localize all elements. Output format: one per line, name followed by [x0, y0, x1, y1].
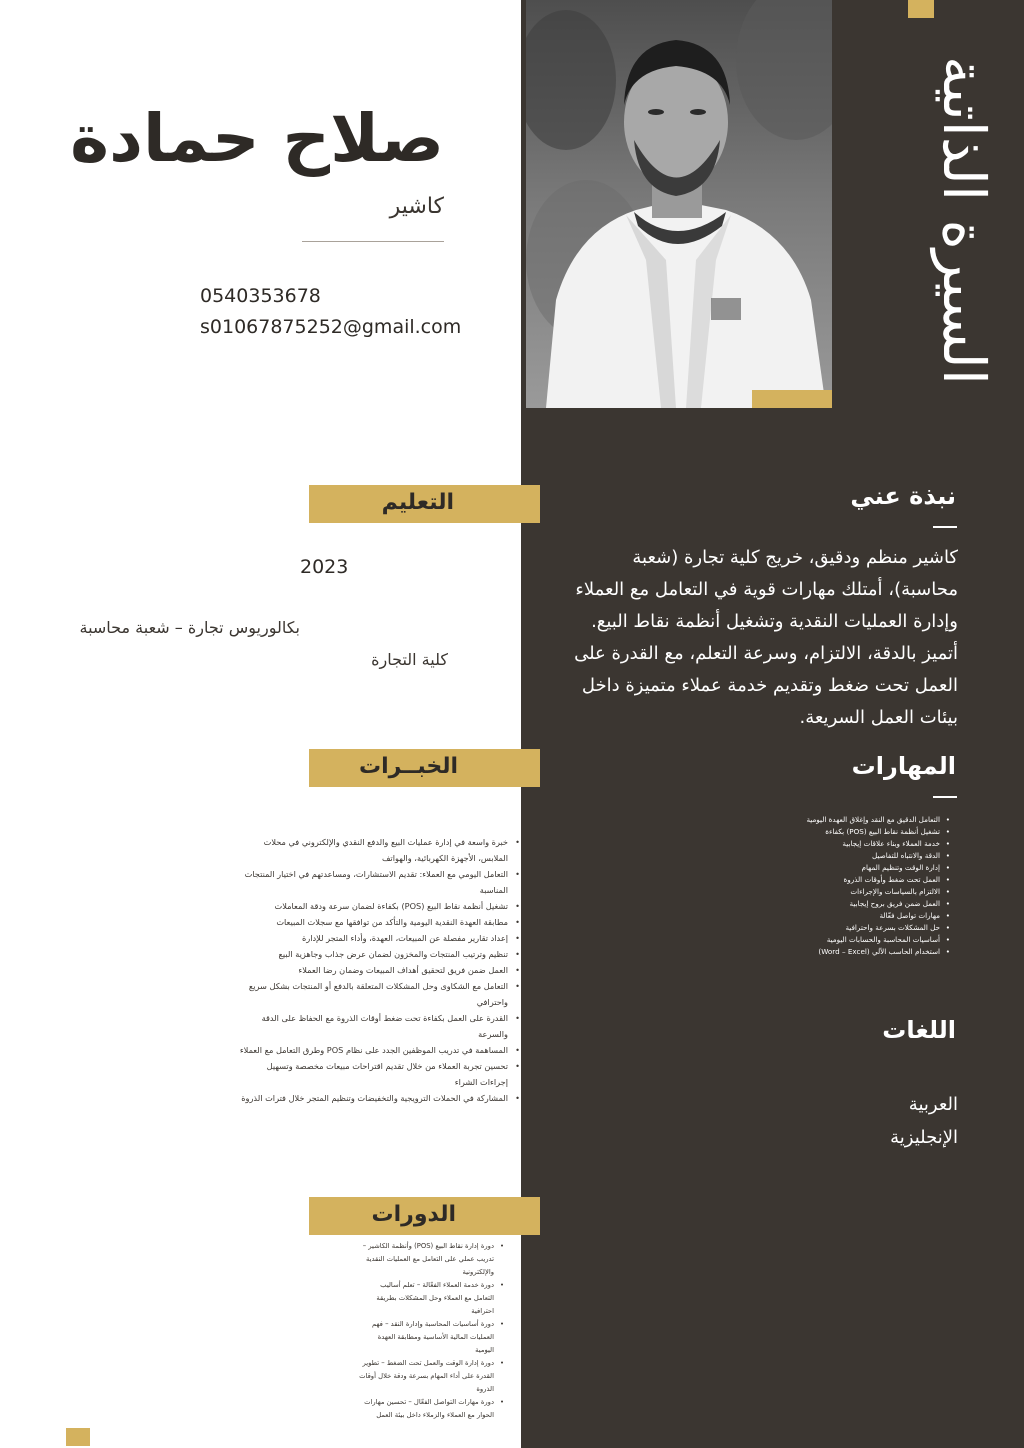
experience-heading: الخبــرات [309, 749, 540, 787]
education-degree: بكالوريوس تجارة – شعبة محاسبة [79, 618, 300, 637]
languages-heading: اللغات [882, 1016, 956, 1044]
experience-item: • التعامل مع الشكاوى وحل المشكلات المتعلقة بالدفع أو المنتجات بشكل سريع واحترافي [238, 978, 522, 1010]
courses-list [358, 1240, 506, 1422]
about-text: كاشير منظم ودقيق، خريج كلية تجارة (شعبة محاسبة)، أمتلك مهارات قوية في التعامل مع العملاء وإدارة العمليات النقدية وتشغيل أنظمة نقاط البيع. أتميز بالدقة، الالتزام، وسرعة التعلم، مع القدرة على العمل تحت ضغط وتقديم خدمة عملاء متميزة داخل بيئات العمل السريعة. [574, 547, 958, 728]
skill-item: • أساسيات المحاسبة والحسابات اليومية [732, 934, 952, 946]
cv-vertical-title: السيرة الذاتية [930, 55, 998, 385]
experience-item: • إعداد تقارير مفصلة عن المبيعات، العهدة، وأداء المتجر للإدارة [238, 930, 522, 946]
job-title: كاشير [389, 194, 444, 219]
skill-item: • العمل تحت ضغط وأوقات الذروة [732, 874, 952, 886]
language-item: العربية [908, 1094, 958, 1115]
education-school: كلية التجارة [371, 650, 448, 669]
experience-item: • خبرة واسعة في إدارة عمليات البيع والدفع النقدي والإلكتروني في محلات الملابس، الأجهزة الكهربائية، والهواتف [238, 834, 522, 866]
experience-item: • تنظيم وترتيب المنتجات والمخزون لضمان عرض جذاب وجاهزية البيع [238, 946, 522, 962]
header-divider [302, 241, 444, 242]
course-item: • دورة خدمة العملاء الفعّالة – تعلم أساليب التعامل مع العملاء وحل المشكلات بطريقة احترافية [358, 1279, 506, 1318]
course-item: • دورة مهارات التواصل الفعّال – تحسين مهارات الحوار مع العملاء والزملاء داخل بيئة العمل [358, 1396, 506, 1422]
skills-heading: المهارات [851, 752, 956, 780]
gold-accent-top [908, 0, 934, 18]
language-item: الإنجليزية [890, 1127, 958, 1148]
candidate-name: صلاح حمادة [70, 100, 444, 177]
profile-photo [526, 0, 832, 408]
experience-item: • العمل ضمن فريق لتحقيق أهداف المبيعات وضمان رضا العملاء [238, 962, 522, 978]
experience-item: • مطابقة العهدة النقدية اليومية والتأكد من توافقها مع سجلات المبيعات [238, 914, 522, 930]
experience-item: • القدرة على العمل بكفاءة تحت ضغط أوقات الذروة مع الحفاظ على الدقة والسرعة [238, 1010, 522, 1042]
about-rule [933, 526, 957, 528]
photo-gold-accent [752, 390, 832, 408]
course-item: • دورة أساسيات المحاسبة وإدارة النقد – فهم العمليات المالية الأساسية ومطابقة العهدة اليومية [358, 1318, 506, 1357]
portrait-illustration [526, 0, 832, 408]
education-heading: التعليم [309, 485, 540, 523]
experience-item: • التعامل اليومي مع العملاء: تقديم الاستشارات، ومساعدتهم في اختيار المنتجات المناسبة [238, 866, 522, 898]
skill-item: • استخدام الحاسب الآلي (Word – Excel) [732, 946, 952, 958]
gold-accent-bottom [66, 1428, 90, 1446]
experience-list [238, 834, 522, 1106]
skill-item: • العمل ضمن فريق بروح إيجابية [732, 898, 952, 910]
experience-item: • المساهمة في تدريب الموظفين الجدد على نظام POS وطرق التعامل مع العملاء [238, 1042, 522, 1058]
email-address: s01067875252@gmail.com [200, 316, 462, 338]
skill-item: • إدارة الوقت وتنظيم المهام [732, 862, 952, 874]
skills-rule [933, 796, 957, 798]
skill-item: • التعامل الدقيق مع النقد وإغلاق العهدة اليومية [732, 814, 952, 826]
skill-item: • تشغيل أنظمة نقاط البيع (POS) بكفاءة [732, 826, 952, 838]
skill-item: • الالتزام بالسياسات والإجراءات [732, 886, 952, 898]
experience-item: • تشغيل أنظمة نقاط البيع (POS) بكفاءة لضمان سرعة ودقة المعاملات [238, 898, 522, 914]
skill-item: • خدمة العملاء وبناء علاقات إيجابية [732, 838, 952, 850]
skill-item: • حل المشكلات بسرعة واحترافية [732, 922, 952, 934]
skill-item: • الدقة والانتباه للتفاصيل [732, 850, 952, 862]
experience-item: • تحسين تجربة العملاء من خلال تقديم اقتراحات مبيعات مخصصة وتسهيل إجراءات الشراء [238, 1058, 522, 1090]
experience-item: • المشاركة في الحملات الترويجية والتخفيضات وتنظيم المتجر خلال فترات الذروة [238, 1090, 522, 1106]
course-item: • دورة إدارة نقاط البيع (POS) وأنظمة الكاشير – تدريب عملي على التعامل مع العمليات النقدية والإلكترونية [358, 1240, 506, 1279]
skills-list [732, 814, 952, 958]
about-heading: نبذة عني [850, 482, 956, 510]
course-item: • دورة إدارة الوقت والعمل تحت الضغط – تطوير القدرة على أداء المهام بسرعة ودقة خلال أوقات الذروة [358, 1357, 506, 1396]
skill-item: • مهارات تواصل فعّالة [732, 910, 952, 922]
education-year: 2023 [300, 556, 349, 578]
courses-heading: الدورات [309, 1197, 540, 1235]
phone-number: 0540353678 [200, 285, 321, 307]
